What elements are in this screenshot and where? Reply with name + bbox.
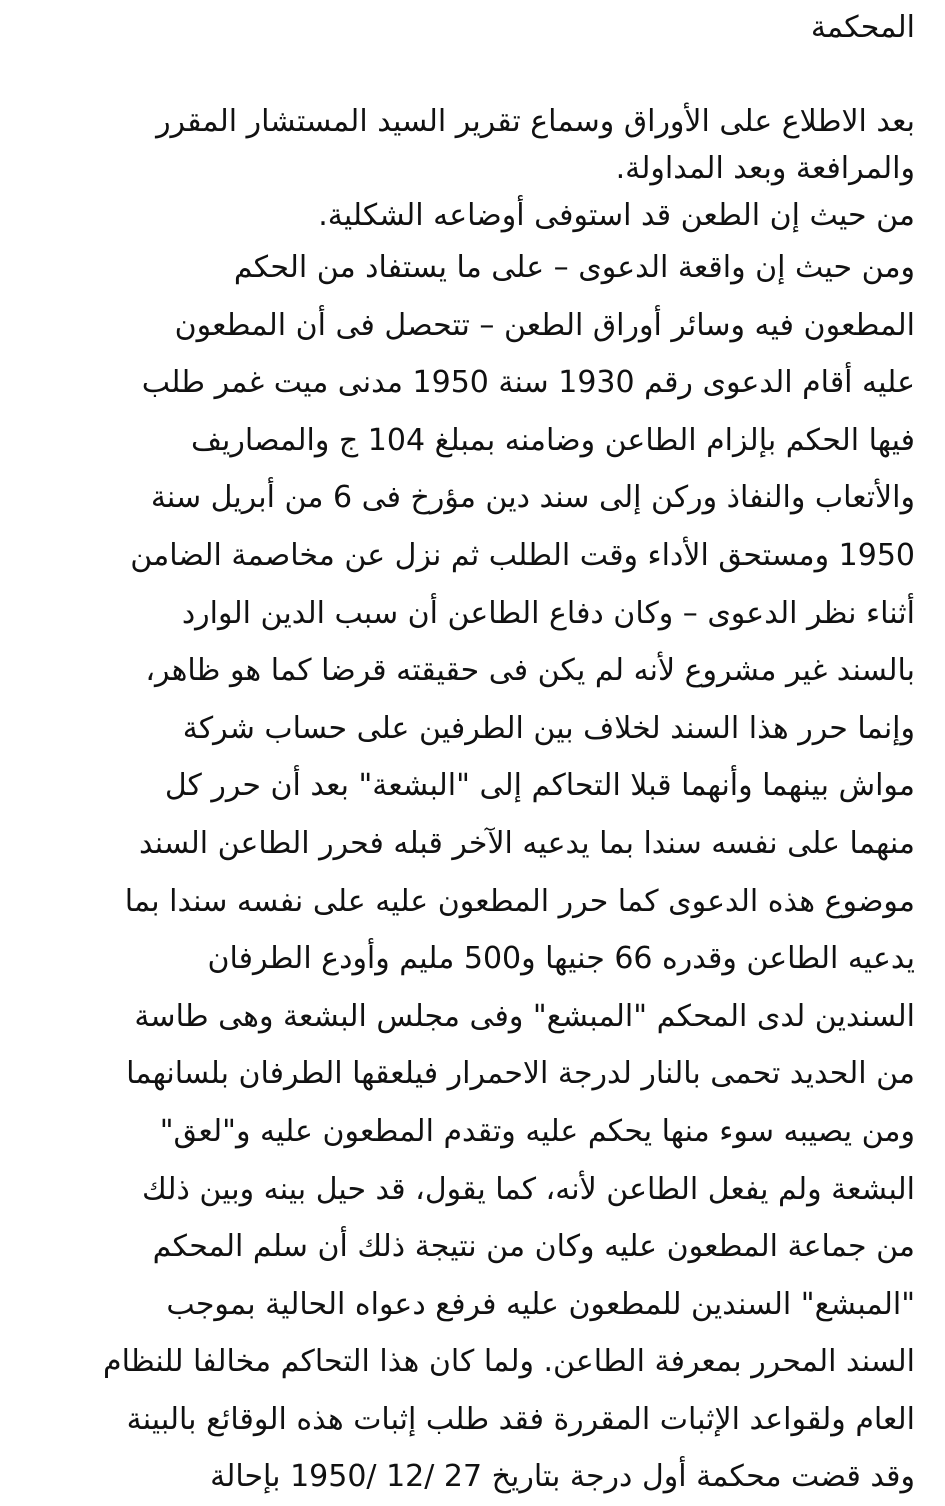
text-line-7: فيها الحكم بإلزام الطاعن وضامنه بمبلغ 104 ج والمصاريف bbox=[190, 422, 915, 458]
text-line-11: بالسند غير مشروع لأنه لم يكن فى حقيقته قرضا كما هو ظاهر، bbox=[145, 653, 915, 689]
text-line-16: يدعيه الطاعن وقدره 66 جنيها و500 مليم وأودع الطرفان bbox=[207, 941, 915, 977]
text-line-17: السندين لدى المحكم "المبشع" وفى مجلس البشعة وهى طاسة bbox=[134, 998, 915, 1034]
text-line-10: أثناء نظر الدعوى – وكان دفاع الطاعن أن سبب الدين الوارد bbox=[181, 595, 915, 631]
text-line-8: والأتعاب والنفاذ وركن إلى سند دين مؤرخ فى 6 من أبريل سنة bbox=[150, 480, 915, 516]
text-line-22: "المبشع" السندين للمطعون عليه فرفع دعواه الحالية بموجب bbox=[166, 1286, 915, 1322]
text-line-24: العام ولقواعد الإثبات المقررة فقد طلب إثبات هذه الوقائع بالبينة bbox=[126, 1401, 915, 1437]
text-line-14: منهما على نفسه سندا بما يدعيه الآخر قبله فحرر الطاعن السند bbox=[139, 825, 915, 861]
text-line-12: وإنما حرر هذا السند لخلاف بين الطرفين على حساب شركة bbox=[182, 710, 915, 746]
text-line-9: 1950 ومستحق الأداء وقت الطلب ثم نزل عن مخاصمة الضامن bbox=[130, 537, 915, 573]
section-heading: المحكمة bbox=[810, 10, 915, 45]
text-line-21: من جماعة المطعون عليه وكان من نتيجة ذلك أن سلم المحكم bbox=[152, 1229, 915, 1265]
text-line-3: من حيث إن الطعن قد استوفى أوضاعه الشكلية. bbox=[318, 198, 915, 233]
text-line-19: ومن يصيبه سوء منها يحكم عليه وتقدم المطعون عليه و"لعق" bbox=[159, 1113, 915, 1149]
text-line-15: موضوع هذه الدعوى كما حرر المطعون عليه على نفسه سندا بما bbox=[124, 883, 915, 919]
text-line-5: المطعون فيه وسائر أوراق الطعن – تتحصل فى أن المطعون bbox=[174, 307, 915, 343]
text-line-25: وقد قضت محكمة أول درجة بتاريخ 27 /12 /1950 بإحالة bbox=[210, 1459, 915, 1495]
text-line-4: ومن حيث إن واقعة الدعوى – على ما يستفاد من الحكم bbox=[233, 250, 915, 285]
text-line-13: مواش بينهما وأنهما قبلا التحاكم إلى "البشعة" بعد أن حرر كل bbox=[164, 768, 915, 804]
text-line-2: والمرافعة وبعد المداولة. bbox=[615, 151, 915, 186]
text-line-18: من الحديد تحمى بالنار لدرجة الاحمرار فيلعقها الطرفان بلسانهما bbox=[126, 1056, 915, 1092]
text-line-6: عليه أقام الدعوى رقم 1930 سنة 1950 مدنى ميت غمر طلب bbox=[141, 365, 915, 401]
text-line-23: السند المحرر بمعرفة الطاعن. ولما كان هذا التحاكم مخالفا للنظام bbox=[103, 1344, 915, 1380]
document-body bbox=[15, 98, 915, 1506]
text-line-20: البشعة ولم يفعل الطاعن لأنه، كما يقول، قد حيل بينه وبين ذلك bbox=[142, 1171, 915, 1207]
text-line-1: بعد الاطلاع على الأوراق وسماع تقرير السيد المستشار المقرر bbox=[156, 104, 915, 139]
